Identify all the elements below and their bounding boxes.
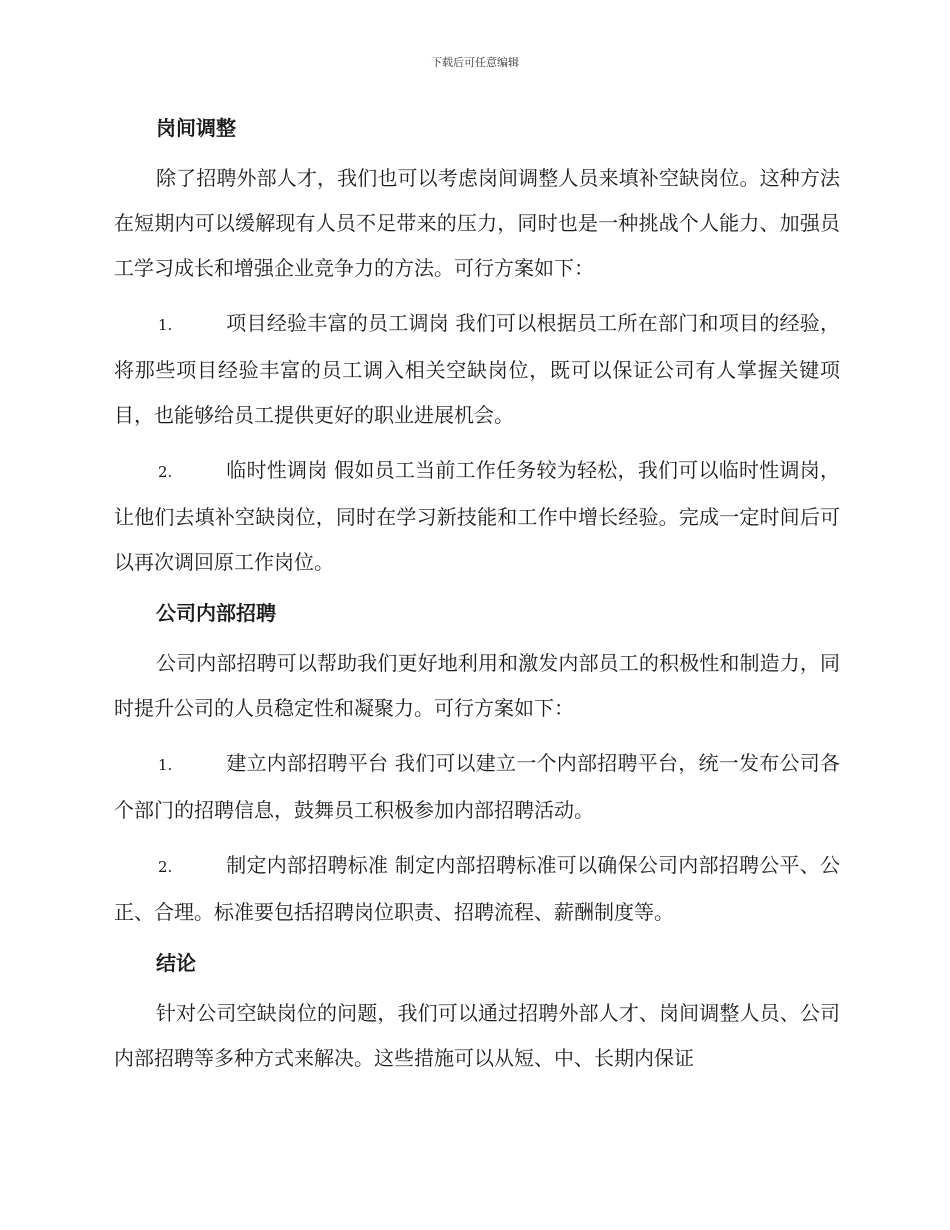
list-item [114,741,840,833]
document-body [114,110,840,1091]
list-item-text: 制定内部招聘标准 制定内部招聘标准可以确保公司内部招聘公平、公正、合理。标准要包括招聘岗位职责、招聘流程、薪酬制度等。 [114,853,840,924]
list-item-number: 2. [158,463,173,481]
list-item [114,843,840,935]
list-item-text: 建立内部招聘平台 我们可以建立一个内部招聘平台，统一发布公司各个部门的招聘信息，鼓舞员工积极参加内部招聘活动。 [114,751,840,822]
list-item-text: 项目经验丰富的员工调岗 我们可以根据员工所在部门和项目的经验，将那些项目经验丰富的员工调入相关空缺岗位，既可以保证公司有人掌握关键项目，也能够给员工提供更好的职业进展机会。 [114,311,840,427]
section-intro-conclusion: 针对公司空缺岗位的问题，我们可以通过招聘外部人才、岗间调整人员、公司内部招聘等多种方式来解决。这些措施可以从短、中、长期内保证 [114,1001,840,1070]
section-intro-internal-recruitment: 公司内部招聘可以帮助我们更好地利用和激发内部员工的积极性和制造力，同时提升公司的人员稳定性和凝聚力。可行方案如下： [114,651,840,720]
list-item-number: 2. [158,858,173,876]
list-item-number: 1. [158,316,173,334]
section-heading-conclusion: 结论 [156,951,196,975]
list-item-number: 1. [158,756,173,774]
header-note: 下载后可任意编辑 [431,56,519,69]
section-heading-job-rotation: 岗间调整 [156,116,236,140]
list-item [114,301,840,438]
list-item-text: 临时性调岗 假如员工当前工作任务较为轻松，我们可以临时性调岗，让他们去填补空缺岗位，同时在学习新技能和工作中增长经验。完成一定时间后可以再次调回原工作岗位。 [114,458,840,574]
section-intro-job-rotation: 除了招聘外部人才，我们也可以考虑岗间调整人员来填补空缺岗位。这种方法在短期内可以缓解现有人员不足带来的压力，同时也是一种挑战个人能力、加强员工学习成长和增强企业竞争力的方法。可行方案如下： [114,166,840,280]
section-heading-internal-recruitment: 公司内部招聘 [156,601,276,625]
list-item [114,448,840,585]
